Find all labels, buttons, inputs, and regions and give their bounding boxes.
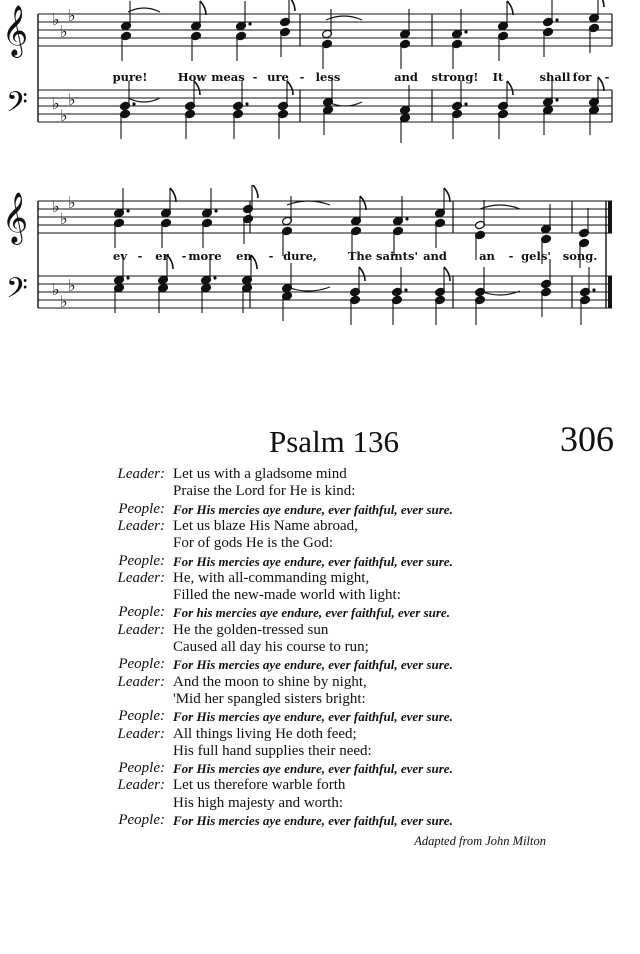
reading-text: Let us therefore warble forth xyxy=(173,777,346,794)
dot xyxy=(132,102,135,105)
flat-icon: ♭ xyxy=(68,90,76,109)
lyric-syllable: dure, xyxy=(283,249,317,263)
reading-text: His high majesty and worth: xyxy=(173,794,343,811)
reading-text: For of gods He is the God: xyxy=(173,535,333,552)
reading-role: Leader: xyxy=(117,725,165,742)
tie xyxy=(287,287,330,291)
reading-role: Leader: xyxy=(117,466,165,482)
flat-icon: ♭ xyxy=(68,193,76,212)
reading-text: All things living He doth feed; xyxy=(173,725,357,742)
dot xyxy=(555,98,558,101)
reading-text: For His mercies aye endure, ever faithful, ever sure. xyxy=(173,761,453,777)
dot xyxy=(404,288,407,291)
reading-role: People: xyxy=(118,708,165,725)
lyric-syllable: strong! xyxy=(431,70,479,84)
lyric-syllable: - xyxy=(181,249,187,263)
lyric-syllable: ev xyxy=(113,249,127,263)
lyric-syllable: It xyxy=(492,70,504,84)
lyric-syllable: for xyxy=(572,70,592,84)
flat-icon: ♭ xyxy=(52,280,60,299)
dot xyxy=(464,102,467,105)
lyric-syllable: - xyxy=(508,249,514,263)
reading-text: Praise the Lord for He is kind: xyxy=(173,483,356,500)
reading-text: For his mercies aye endure, ever faithful, ever sure. xyxy=(173,605,450,621)
hymn-number: 306 xyxy=(560,419,614,459)
reading-text: Let us with a gladsome mind xyxy=(173,466,347,482)
lyric-syllable: gels' xyxy=(521,249,551,263)
note-flag xyxy=(170,188,176,202)
tie xyxy=(480,205,520,209)
reading-role: Leader: xyxy=(117,777,165,794)
flat-icon: ♭ xyxy=(52,10,60,29)
lyric-syllable: - xyxy=(604,70,610,84)
dot xyxy=(126,209,129,212)
tie xyxy=(328,102,362,106)
flat-icon: ♭ xyxy=(60,106,68,125)
dot xyxy=(592,288,595,291)
note-flag xyxy=(360,196,366,210)
lyric-syllable: song. xyxy=(562,249,598,263)
reading-text: For His mercies aye endure, ever faithful, ever sure. xyxy=(173,709,453,725)
flat-icon: ♭ xyxy=(60,292,68,311)
reading-text: For His mercies aye endure, ever faithful, ever sure. xyxy=(173,657,453,673)
dot xyxy=(555,18,558,21)
lyric-syllable: - xyxy=(268,249,274,263)
lyric-syllable: shall xyxy=(539,70,571,84)
reading-text: Let us blaze His Name abroad, xyxy=(173,517,358,534)
reading-text: He the golden-tressed sun xyxy=(173,621,329,638)
note-flag xyxy=(507,81,513,95)
flat-icon: ♭ xyxy=(60,209,68,228)
lyric-syllable: er xyxy=(155,249,169,263)
flat-icon: ♭ xyxy=(60,22,68,41)
reading-role: Leader: xyxy=(117,517,165,534)
lyric-syllable: and xyxy=(394,70,418,84)
final-barline xyxy=(608,201,612,233)
lyric-syllable: - xyxy=(252,70,258,84)
attribution: Adapted from John Milton xyxy=(414,834,546,848)
treble-clef-icon: 𝄞 xyxy=(2,5,29,56)
tie xyxy=(128,8,160,12)
flat-icon: ♭ xyxy=(68,276,76,295)
dot xyxy=(405,217,408,220)
bass-clef-icon: 𝄢 xyxy=(6,86,28,126)
psalm-title: Psalm 136 xyxy=(269,424,400,459)
dot xyxy=(214,209,217,212)
lyric-syllable: - xyxy=(137,249,143,263)
note-flag xyxy=(507,1,513,15)
flat-icon: ♭ xyxy=(52,197,60,216)
reading-role: People: xyxy=(118,552,165,569)
dot xyxy=(213,276,216,279)
lyric-syllable: saints' xyxy=(376,249,418,263)
reading-text: And the moon to shine by night, xyxy=(173,673,367,690)
bass-clef-icon: 𝄢 xyxy=(6,272,28,312)
music-notation-2 xyxy=(0,185,640,350)
reading-role: Leader: xyxy=(117,673,165,690)
reading-text: For His mercies aye endure, ever faithful, ever sure. xyxy=(173,553,453,569)
reading-text: For His mercies aye endure, ever faithful, ever sure. xyxy=(173,813,453,828)
note-flag xyxy=(200,1,206,15)
lyric-syllable: ure xyxy=(267,70,289,84)
reading-role: People: xyxy=(118,656,165,673)
lyric-syllable: less xyxy=(315,70,341,84)
tie xyxy=(287,201,330,205)
dot xyxy=(248,22,251,25)
reading-role: People: xyxy=(118,500,165,517)
lyric-syllable: The xyxy=(347,249,373,263)
dot xyxy=(245,102,248,105)
reading-role: People: xyxy=(118,812,165,828)
reading-role: People: xyxy=(118,604,165,621)
reading-role: People: xyxy=(118,760,165,777)
reading-text: His full hand supplies their need: xyxy=(173,742,372,759)
reading-text: He, with all-commanding might, xyxy=(173,569,370,586)
music-system-2 xyxy=(0,185,640,350)
music-system-1 xyxy=(0,0,640,170)
treble-clef-icon: 𝄞 xyxy=(2,192,29,243)
final-barline xyxy=(608,276,612,308)
lyric-syllable: an xyxy=(479,249,495,263)
lyric-syllable: How xyxy=(177,70,207,84)
lyric-syllable: meas xyxy=(211,70,245,84)
reading-role: Leader: xyxy=(117,569,165,586)
lyric-syllable: pure! xyxy=(112,70,148,84)
tie xyxy=(128,98,160,102)
note-flag xyxy=(598,77,604,91)
lyric-syllable: - xyxy=(299,70,305,84)
music-notation-1 xyxy=(0,0,640,170)
note-flag xyxy=(289,0,295,11)
reading-text: 'Mid her spangled sisters bright: xyxy=(173,690,366,707)
dot xyxy=(126,276,129,279)
reading-text: Caused all day his course to run; xyxy=(173,639,369,655)
reading-text: Filled the new-made world with light: xyxy=(173,587,401,604)
flat-icon: ♭ xyxy=(68,6,76,25)
reading-role: Leader: xyxy=(117,621,165,638)
note-flag xyxy=(444,188,450,202)
dot xyxy=(464,30,467,33)
note-flag xyxy=(359,267,365,281)
note-flag xyxy=(444,267,450,281)
reading-text: For His mercies aye endure, ever faithful, ever sure. xyxy=(173,501,453,517)
lyric-syllable: more xyxy=(188,249,222,263)
lyric-syllable: and xyxy=(423,249,447,263)
note-flag xyxy=(252,185,258,198)
note-flag xyxy=(598,0,604,7)
flat-icon: ♭ xyxy=(52,94,60,113)
lyric-syllable: en xyxy=(236,249,252,263)
